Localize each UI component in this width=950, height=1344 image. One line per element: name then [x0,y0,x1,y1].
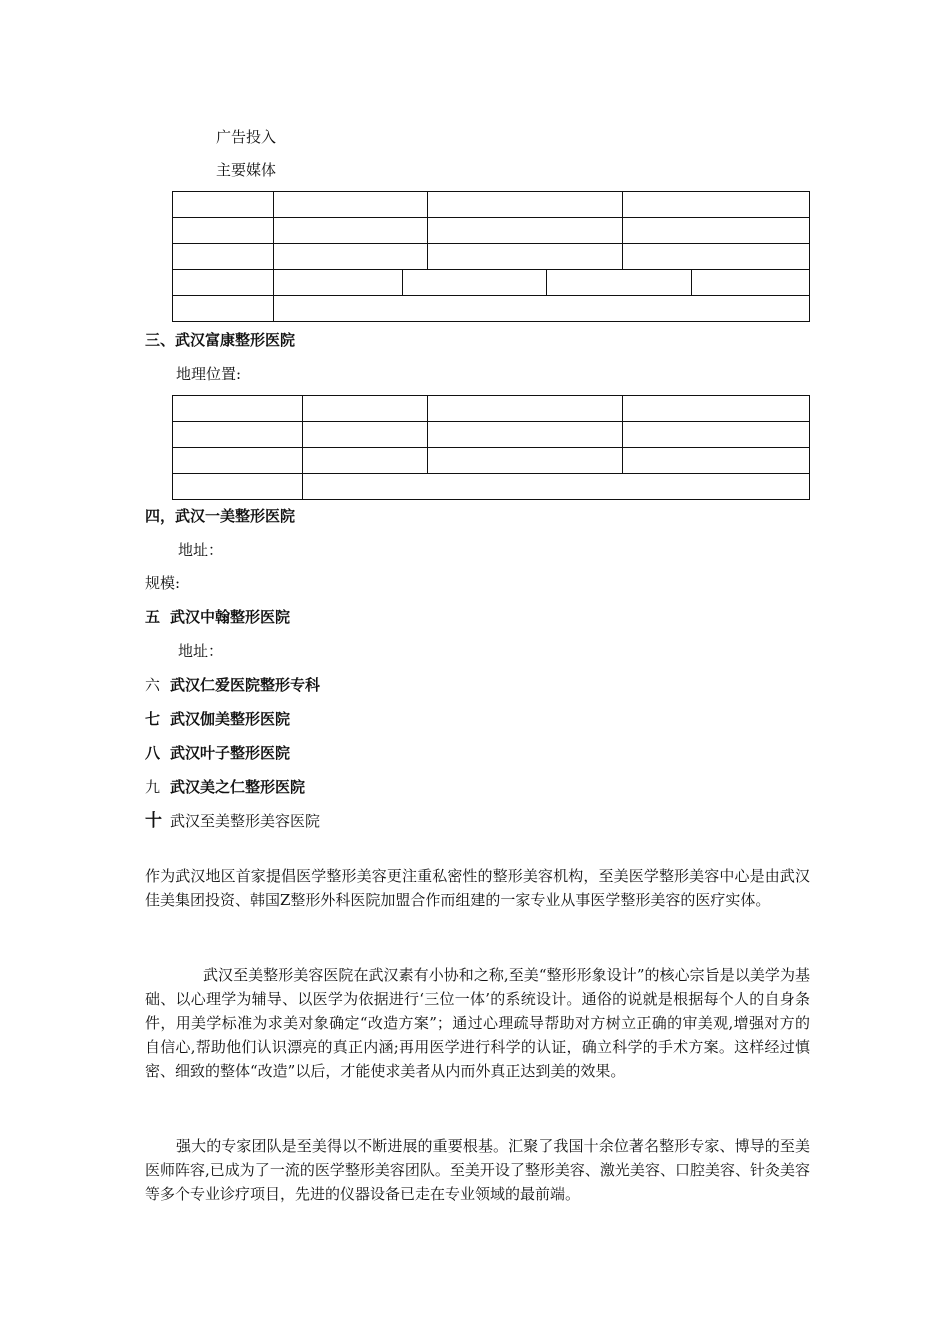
table-row [173,270,810,296]
media-table [172,191,810,322]
table-cell [274,218,428,244]
section-7-title: 武汉伽美整形医院 [170,710,291,728]
address-label: 地址： [178,541,224,559]
section-9-number: 九 [145,778,161,796]
table-cell [623,396,810,422]
ad-investment-label: 广告投入 [216,128,277,146]
table-cell [173,270,274,295]
table-cell [173,422,303,448]
table-cell [274,270,403,295]
section-8-number: 八 [145,744,161,762]
address-label: 地址： [178,642,224,660]
table-row [173,244,810,270]
section-10-number: 十 [145,811,162,831]
location-table [172,395,810,500]
table-cell [547,270,692,295]
design-concept-paragraph: 武汉至美整形美容医院在武汉素有小协和之称,至美“整形形象设计”的核心宗旨是以美学为基础、以心理学为辅导、以医学为依据进行‘三位一体’的系统设计。通俗的说就是根据每个人的自身条件，用美学标准为求美对象确定“改造方案”；通过心理疏导帮助对方树立正确的审美观,增强对方的自信心,帮助他们认识漂亮的真正内涵;再用医学进行科学的认证，确立科学的手术方案。这样经过慎密、细致的整体“改造”以后，才能使求美者从内而外真正达到美的效果。 [145,966,810,1080]
table-row [173,296,810,322]
section-8-title: 武汉叶子整形医院 [170,744,291,762]
table-cell [173,270,810,296]
table-cell [274,244,428,270]
table-cell [623,244,810,270]
section-3-title: 三、武汉富康整形医院 [145,331,296,349]
table-cell [623,192,810,218]
table-cell [173,244,274,270]
table-cell [623,422,810,448]
table-cell [428,448,623,474]
table-row [173,448,810,474]
table-cell [303,448,428,474]
table-cell [428,192,623,218]
section-6-number: 六 [145,676,161,694]
table-cell [428,422,623,448]
table-cell [692,270,810,295]
intro-paragraph: 作为武汉地区首家提倡医学整形美容更注重私密性的整形美容机构，至美医学整形美容中心是由武汉佳美集团投资、韩国Z整形外科医院加盟合作而组建的一家专业从事医学整形美容的医疗实体。 [145,867,810,909]
table-cell [403,270,547,295]
table-cell [274,192,428,218]
table-cell [303,396,428,422]
table-row [173,474,810,500]
main-media-label: 主要媒体 [216,161,277,179]
table-cell [173,192,274,218]
section-9-title: 武汉美之仁整形医院 [170,778,306,796]
table-row [173,218,810,244]
table-cell [173,474,303,500]
table-cell [173,296,274,322]
table-cell [173,218,274,244]
table-cell [428,218,623,244]
table-row [173,192,810,218]
section-6-title: 武汉仁爱医院整形专科 [170,676,321,694]
geo-location-label: 地理位置: [176,365,242,383]
table-row [173,422,810,448]
table-cell [303,474,810,500]
table-cell [173,448,303,474]
table-cell [173,396,303,422]
table-cell [623,448,810,474]
table-cell [428,244,623,270]
table-cell [623,218,810,244]
scale-label: 规模: [145,574,181,592]
table-cell [303,422,428,448]
section-4-title: 四，武汉一美整形医院 [145,507,296,525]
table-cell [274,296,810,322]
table-row [173,396,810,422]
section-5-number: 五 [145,608,161,626]
table-cell [428,396,623,422]
expert-team-paragraph: 强大的专家团队是至美得以不断进展的重要根基。汇聚了我国十余位著名整形专家、博导的至美医师阵容,已成为了一流的医学整形美容团队。至美开设了整形美容、激光美容、口腔美容、针灸美容等多个专业诊疗项目，先进的仪器设备已走在专业领域的最前端。 [145,1137,810,1203]
section-5-title: 武汉中翰整形医院 [170,608,291,626]
section-7-number: 七 [145,710,161,728]
section-10-title: 武汉至美整形美容医院 [170,812,321,830]
